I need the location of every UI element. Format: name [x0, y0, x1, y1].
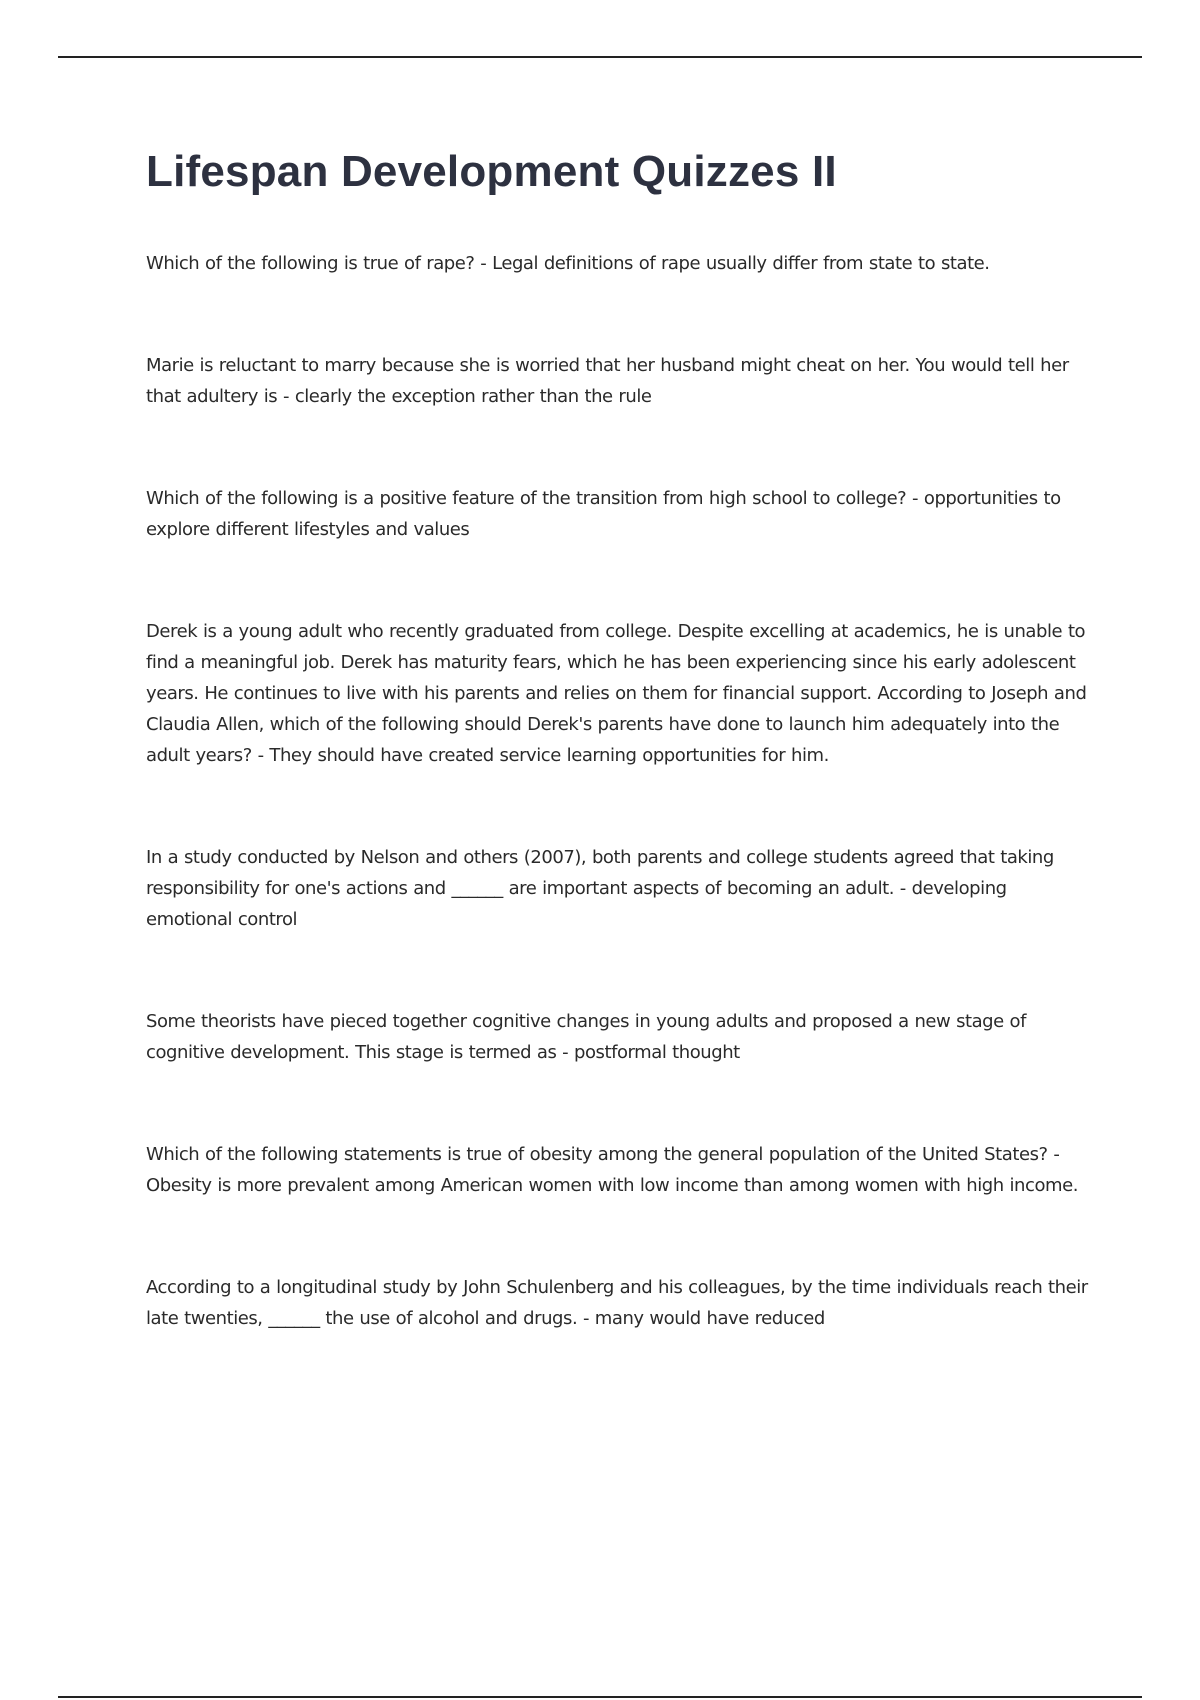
document-body [146, 140, 1096, 1405]
qa-item: In a study conducted by Nelson and others (2007), both parents and college students agreed that taking responsibility for one's actions and ______ are important aspects of becoming an adult. - developing emotional control [146, 847, 1054, 930]
qa-item: Which of the following statements is true of obesity among the general population of the United States? - Obesity is more prevalent among American women with low income than among women with high income. [146, 1144, 1078, 1196]
qa-item: Which of the following is true of rape? - Legal definitions of rape usually differ from state to state. [146, 253, 990, 274]
bottom-rule [58, 1696, 1142, 1698]
qa-item: Some theorists have pieced together cognitive changes in young adults and proposed a new stage of cognitive development. This stage is termed as - postformal thought [146, 1011, 1027, 1063]
qa-list [146, 248, 1096, 1334]
qa-item: Derek is a young adult who recently graduated from college. Despite excelling at academics, he is unable to find a meaningful job. Derek has maturity fears, which he has been experiencing since his early adolescent years. He continues to live with his parents and relies on them for financial support. According to Joseph and Claudia Allen, which of the following should Derek's parents have done to launch him adequately into the adult years? - They should have created service learning opportunities for him. [146, 621, 1087, 766]
qa-item: Which of the following is a positive feature of the transition from high school to college? - opportunities to explore different lifestyles and values [146, 488, 1061, 540]
qa-item: According to a longitudinal study by John Schulenberg and his colleagues, by the time individuals reach their late twenties, ______ the use of alcohol and drugs. - many would have reduced [146, 1277, 1088, 1329]
qa-item: Marie is reluctant to marry because she is worried that her husband might cheat on her. You would tell her that adultery is - clearly the exception rather than the rule [146, 355, 1069, 407]
document-title: Lifespan Development Quizzes II [146, 147, 837, 196]
top-rule [58, 56, 1142, 58]
